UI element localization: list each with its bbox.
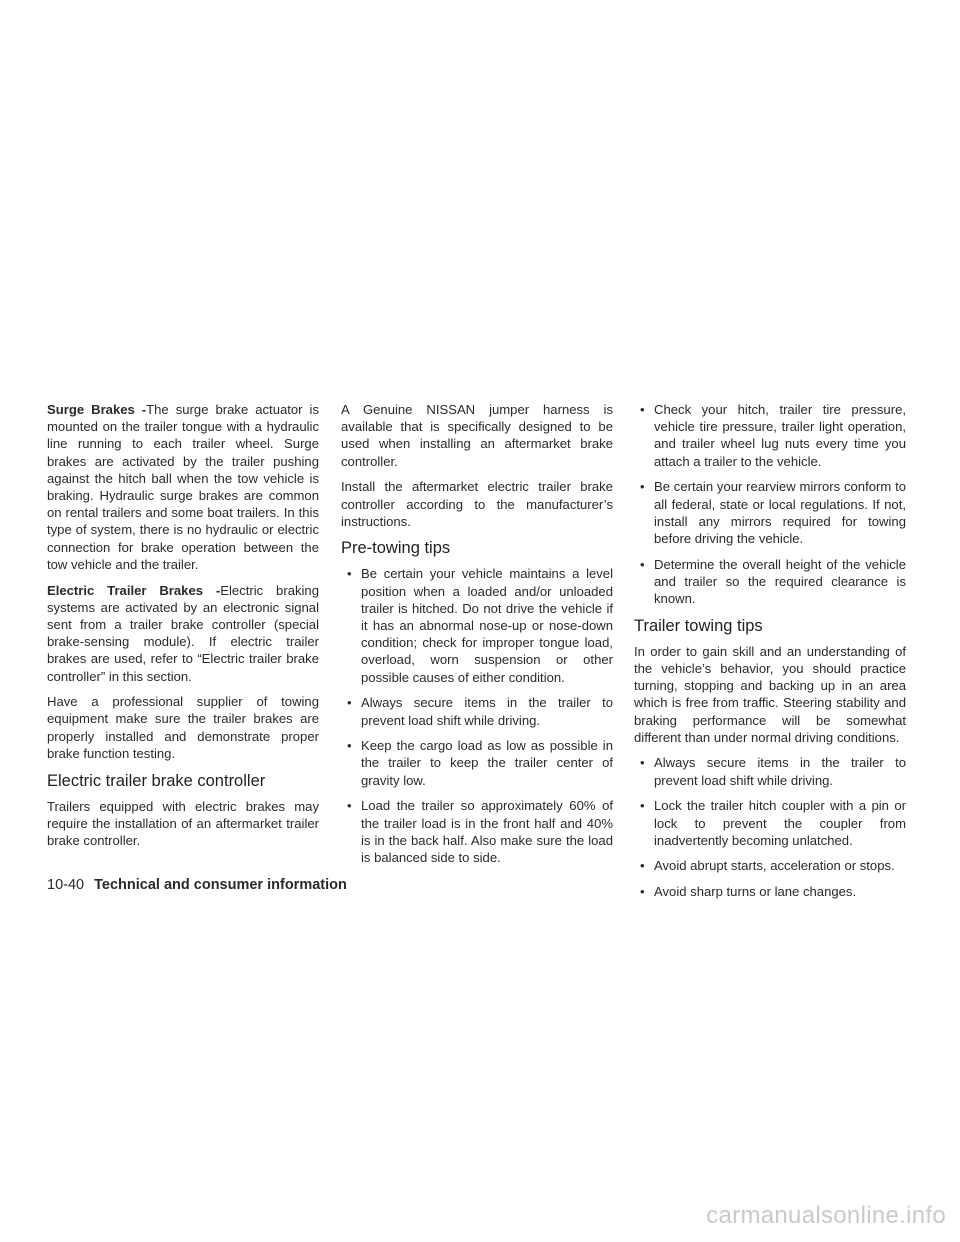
list-item-text: Be certain your vehicle maintains a level position when a loaded and/or unloaded trailer is hitched. Do not drive the vehicle if it has an abnormal nose-up or nose-down condition; check for improper tongue load, overload, worn suspension or other possible causes of either condition. [361, 566, 613, 685]
harness-paragraph: A Genuine NISSAN jumper harness is available that is specifically designed to be used when installing an aftermarket brake controller. [341, 402, 613, 469]
bullet-icon: • [640, 858, 645, 874]
list-item-text: Determine the overall height of the vehicle and trailer so the required clearance is known. [654, 556, 906, 607]
bullet-icon: • [347, 738, 352, 754]
page-number: 10-40 [47, 877, 85, 893]
list-item-text: Avoid abrupt starts, acceleration or stops. [654, 858, 895, 874]
surge-brakes-lead: Surge Brakes - [47, 402, 147, 417]
professional-paragraph: Have a professional supplier of towing equipment make sure the trailer brakes are properly installed and demonstrate proper brake function testing. [47, 694, 319, 761]
list-item-text: Avoid sharp turns or lane changes. [654, 884, 857, 900]
list-item [634, 478, 906, 547]
bullet-icon: • [640, 798, 645, 814]
bullet-icon: • [640, 884, 645, 900]
list-item-text: Check your hitch, trailer tire pressure, vehicle tire pressure, trailer light operation, and trailer wheel lug nuts every time you attach a trailer to the vehicle. [654, 402, 906, 469]
section-heading-brake-controller: Electric trailer brake controller [47, 771, 266, 790]
bullet-icon: • [640, 402, 645, 417]
checks-list [634, 401, 906, 607]
list-item-text: Load the trailer so approximately 60% of the trailer load is in the front half and 40% is in the back half. Also make sure the load is balanced side to side. [361, 798, 613, 865]
bullet-icon: • [640, 556, 645, 572]
electric-brakes-text: Electric braking systems are activated by an electronic signal sent from a trailer brake controller (special brake-sensing module). If electric trailer brakes are used, refer to “Electric trailer brake controller” in this section. [47, 582, 320, 684]
list-item [634, 797, 906, 849]
list-item [341, 694, 613, 728]
list-item [634, 883, 906, 900]
electric-brakes-paragraph [47, 582, 319, 685]
section-title: Technical and consumer information [94, 877, 347, 893]
column-middle [341, 401, 613, 875]
section-heading-pre-towing: Pre-towing tips [341, 539, 451, 558]
list-item-text: Keep the cargo load as low as possible in the trailer to keep the trailer center of gravity low. [361, 738, 613, 788]
install-paragraph: Install the aftermarket electric trailer brake controller according to the manufacturer’s instructions. [341, 479, 613, 529]
electric-brakes-lead: Electric Trailer Brakes - [47, 582, 221, 598]
section-heading-trailer-towing: Trailer towing tips [634, 616, 763, 635]
list-item-text: Always secure items in the trailer to prevent load shift while driving. [654, 755, 906, 788]
list-item [634, 754, 906, 788]
towing-tips-list [634, 754, 906, 900]
towing-intro-paragraph: In order to gain skill and an understanding of the vehicle’s behavior, you should practice turning, stopping and backing up in an area which is free from traffic. Steering stability and braking performance will be somewhat different than under normal driving conditions. [634, 643, 906, 745]
surge-brakes-paragraph [47, 401, 319, 573]
bullet-icon: • [347, 566, 352, 582]
list-item-text: Always secure items in the trailer to prevent load shift while driving. [361, 695, 613, 728]
bullet-icon: • [640, 755, 645, 771]
bullet-icon: • [640, 479, 645, 495]
surge-brakes-text: The surge brake actuator is mounted on the trailer tongue with a hydraulic line running to each trailer wheel. Surge brakes are activated by the trailer pushing against the hitch ball when the tow vehicle is braking. Hydraulic surge brakes are common on rental trailers and some boat trailers. In this type of system, there is no hydraulic or electric connection for brake operation between the tow vehicle and the trailer. [47, 402, 319, 572]
list-item [341, 565, 613, 685]
bullet-icon: • [347, 798, 352, 814]
list-item [634, 556, 906, 608]
bullet-icon: • [347, 695, 352, 711]
list-item [341, 797, 613, 866]
list-item-text: Be certain your rearview mirrors conform to all federal, state or local regulations. If not, install any mirrors required for towing before driving the vehicle. [654, 479, 906, 546]
controller-paragraph: Trailers equipped with electric brakes may require the installation of an aftermarket trailer brake controller. [47, 798, 319, 848]
column-left [47, 401, 319, 858]
column-right [634, 401, 906, 909]
watermark: carmanualsonline.info [706, 1202, 946, 1229]
page-footer [47, 876, 347, 894]
pre-towing-list [341, 565, 613, 866]
list-item [341, 737, 613, 789]
list-item [634, 401, 906, 470]
list-item [634, 857, 906, 874]
list-item-text: Lock the trailer hitch coupler with a pin or lock to prevent the coupler from inadvertently becoming unlatched. [654, 798, 906, 848]
